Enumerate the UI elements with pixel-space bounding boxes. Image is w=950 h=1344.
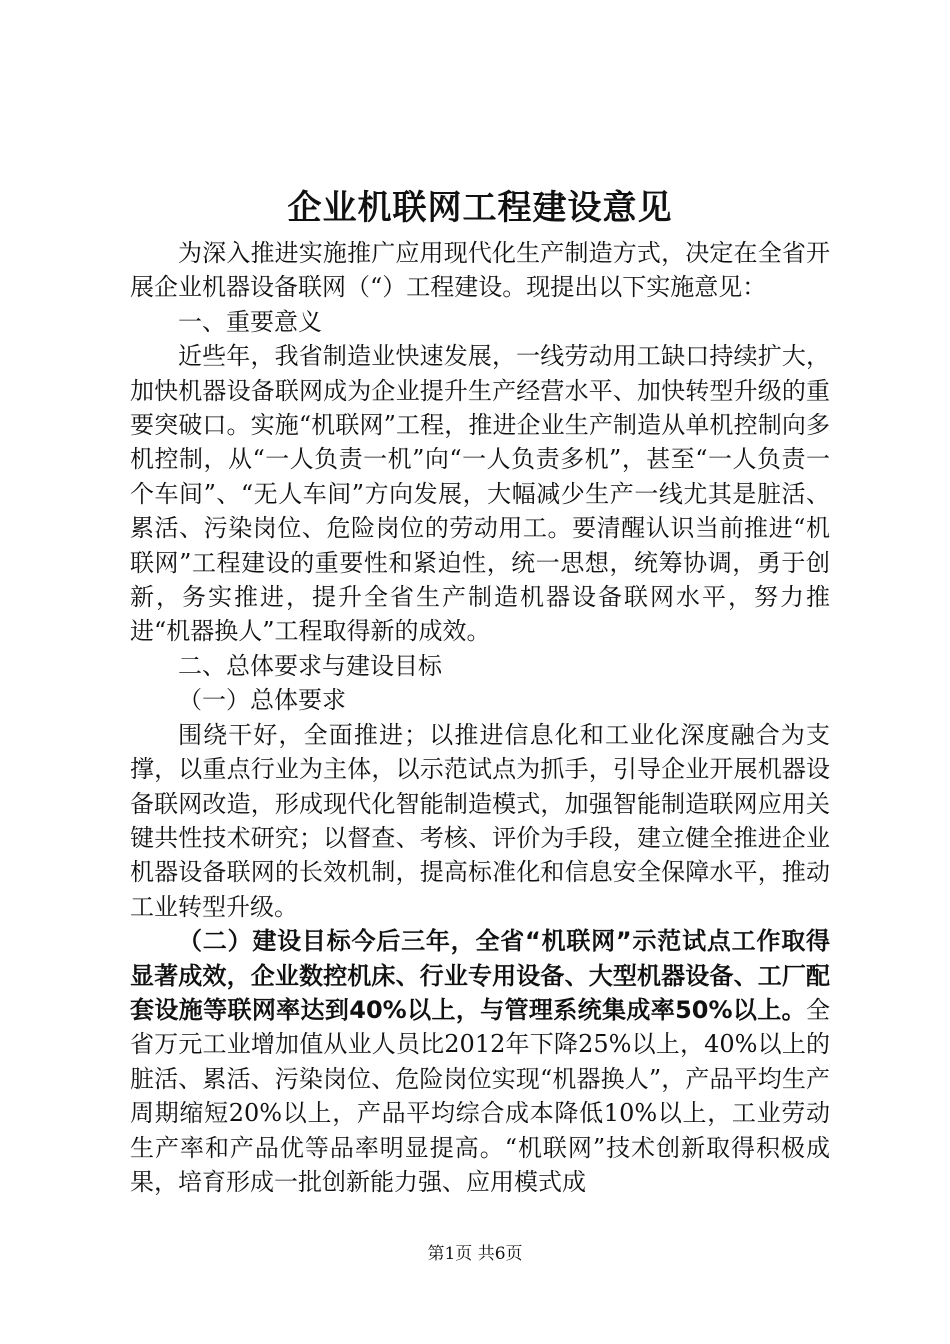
subsection-1-heading: （一）总体要求: [178, 686, 346, 715]
document-page: [130, 182, 830, 1199]
subsection-2-body-text: 全省万元工业增加值从业人员比2012年下降25%以上，40%以上的脏活、累活、污染岗位、危险岗位实现“机器换人”，产品平均生产周期缩短20%以上，产品平均综合成本降低10%以上，工业劳动生产率和产品优等品率明显提高。“机联网”技术创新取得积极成果，培育形成一批创新能力强、应用模式成: [130, 995, 830, 1196]
section-1-paragraph: 近些年，我省制造业快速发展，一线劳动用工缺口持续扩大，加快机器设备联网成为企业提升生产经营水平、加快转型升级的重要突破口。实施“机联网”工程，推进企业生产制造从单机控制向多机控制，从“一人负责一机”向“一人负责多机”，甚至“一人负责一个车间”、“无人车间”方向发展，大幅减少生产一线尤其是脏活、累活、污染岗位、危险岗位的劳动用工。要清醒认识当前推进“机联网”工程建设的重要性和紧迫性，统一思想，统筹协调，勇于创新，务实推进，提升全省生产制造机器设备联网水平，努力推进“机器换人”工程取得新的成效。: [130, 342, 830, 646]
section-2-heading: 二、总体要求与建设目标: [178, 651, 442, 680]
section-1-heading: 一、重要意义: [178, 307, 322, 336]
subsection-1-paragraph: 围绕干好，全面推进；以推进信息化和工业化深度融合为支撑，以重点行业为主体，以示范试点为抓手，引导企业开展机器设备联网改造，形成现代化智能制造模式，加强智能制造联网应用关键共性技术研究；以督查、考核、评价为手段，建立健全推进企业机器设备联网的长效机制，提高标准化和信息安全保障水平，推动工业转型升级。: [130, 720, 830, 921]
intro-paragraph: 为深入推进实施推广应用现代化生产制造方式，决定在全省开展企业机器设备联网（“）工程建设。现提出以下实施意见：: [130, 239, 830, 302]
page-footer: 第1页 共6页: [427, 1244, 523, 1264]
subsection-2-bold-lead: （二）建设目标今后三年，全省“机联网”示范试点工作取得显著成效，企业数控机床、行业专用设备、大型机器设备、工厂配套设施等联网率达到40%以上，与管理系统集成率50%以上。: [130, 927, 830, 1024]
document-title: 企业机联网工程建设意见: [287, 188, 673, 228]
subsection-2-paragraph: [130, 924, 830, 1199]
